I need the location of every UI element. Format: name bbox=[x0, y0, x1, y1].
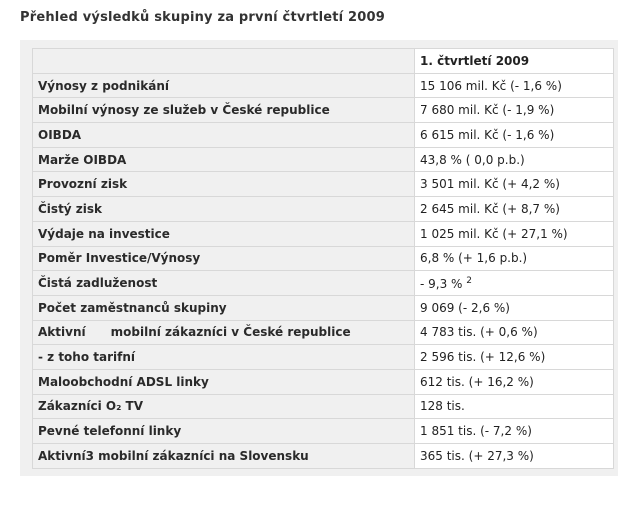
row-value bbox=[415, 295, 614, 320]
row-label: Zákazníci O₂ TV bbox=[33, 394, 415, 419]
results-table bbox=[32, 48, 614, 469]
row-label: Výnosy z podnikání bbox=[33, 73, 415, 98]
row-value-text: 7 680 mil. Kč (- 1,9 %) bbox=[420, 103, 555, 118]
row-value-text: 1 025 mil. Kč (+ 27,1 %) bbox=[420, 226, 568, 241]
row-value-text: 6 615 mil. Kč (- 1,6 %) bbox=[420, 127, 555, 142]
row-value bbox=[415, 172, 614, 197]
row-value bbox=[415, 394, 614, 419]
row-value-text: - 9,3 % bbox=[420, 276, 463, 291]
table-row bbox=[33, 197, 614, 222]
row-label: - z toho tarifní bbox=[33, 345, 415, 370]
row-value-text: 43,8 % ( 0,0 p.b.) bbox=[420, 152, 525, 167]
row-label: Poměr Investice/Výnosy bbox=[33, 246, 415, 271]
row-label: Mobilní výnosy ze služeb v České republice bbox=[33, 98, 415, 123]
row-label: OIBDA bbox=[33, 123, 415, 148]
row-value bbox=[415, 123, 614, 148]
row-label: Čistá zadluženost bbox=[33, 271, 415, 296]
row-value bbox=[415, 320, 614, 345]
row-value-text: 128 tis. bbox=[420, 399, 465, 414]
row-value bbox=[415, 419, 614, 444]
row-value bbox=[415, 271, 614, 296]
table-row bbox=[33, 345, 614, 370]
table-row bbox=[33, 147, 614, 172]
row-value bbox=[415, 444, 614, 469]
row-value-text: 612 tis. (+ 16,2 %) bbox=[420, 374, 534, 389]
row-value-text: 9 069 (- 2,6 %) bbox=[420, 300, 510, 315]
row-value-text: 4 783 tis. (+ 0,6 %) bbox=[420, 325, 538, 340]
results-panel bbox=[20, 40, 618, 476]
row-value bbox=[415, 197, 614, 222]
table-row bbox=[33, 271, 614, 296]
row-label: Marže OIBDA bbox=[33, 147, 415, 172]
table-row bbox=[33, 123, 614, 148]
table-row bbox=[33, 394, 614, 419]
table-row bbox=[33, 221, 614, 246]
row-value-text: 2 645 mil. Kč (+ 8,7 %) bbox=[420, 201, 560, 216]
row-label: Počet zaměstnanců skupiny bbox=[33, 295, 415, 320]
table-row bbox=[33, 73, 614, 98]
row-value-text: 365 tis. (+ 27,3 %) bbox=[420, 448, 534, 463]
row-value bbox=[415, 345, 614, 370]
row-label: Provozní zisk bbox=[33, 172, 415, 197]
table-row bbox=[33, 320, 614, 345]
row-value bbox=[415, 98, 614, 123]
table-row bbox=[33, 246, 614, 271]
row-label: Pevné telefonní linky bbox=[33, 419, 415, 444]
row-value-text: 6,8 % (+ 1,6 p.b.) bbox=[420, 251, 528, 266]
row-label: Čistý zisk bbox=[33, 197, 415, 222]
row-value-text: 1 851 tis. (- 7,2 %) bbox=[420, 424, 532, 439]
table-row bbox=[33, 98, 614, 123]
row-value-text: 2 596 tis. (+ 12,6 %) bbox=[420, 350, 546, 365]
table-header-row bbox=[33, 49, 614, 74]
column-header: 1. čtvrtletí 2009 bbox=[415, 49, 614, 74]
page-title: Přehled výsledků skupiny za první čtvrtletí 2009 bbox=[20, 10, 386, 25]
row-value bbox=[415, 369, 614, 394]
row-value-text: 3 501 mil. Kč (+ 4,2 %) bbox=[420, 177, 560, 192]
table-row bbox=[33, 419, 614, 444]
row-value bbox=[415, 147, 614, 172]
footnote-marker: 2 bbox=[466, 275, 473, 286]
row-value bbox=[415, 221, 614, 246]
row-value-text: 15 106 mil. Kč (- 1,6 %) bbox=[420, 78, 562, 93]
row-label: Maloobchodní ADSL linky bbox=[33, 369, 415, 394]
header-empty-cell bbox=[33, 49, 415, 74]
row-label: Aktivní3 mobilní zákazníci na Slovensku bbox=[33, 444, 415, 469]
row-value bbox=[415, 73, 614, 98]
table-row bbox=[33, 172, 614, 197]
row-label: Aktivní mobilní zákazníci v České republice bbox=[33, 320, 415, 345]
table-row bbox=[33, 295, 614, 320]
table-row bbox=[33, 444, 614, 469]
table-row bbox=[33, 369, 614, 394]
row-label: Výdaje na investice bbox=[33, 221, 415, 246]
row-value bbox=[415, 246, 614, 271]
